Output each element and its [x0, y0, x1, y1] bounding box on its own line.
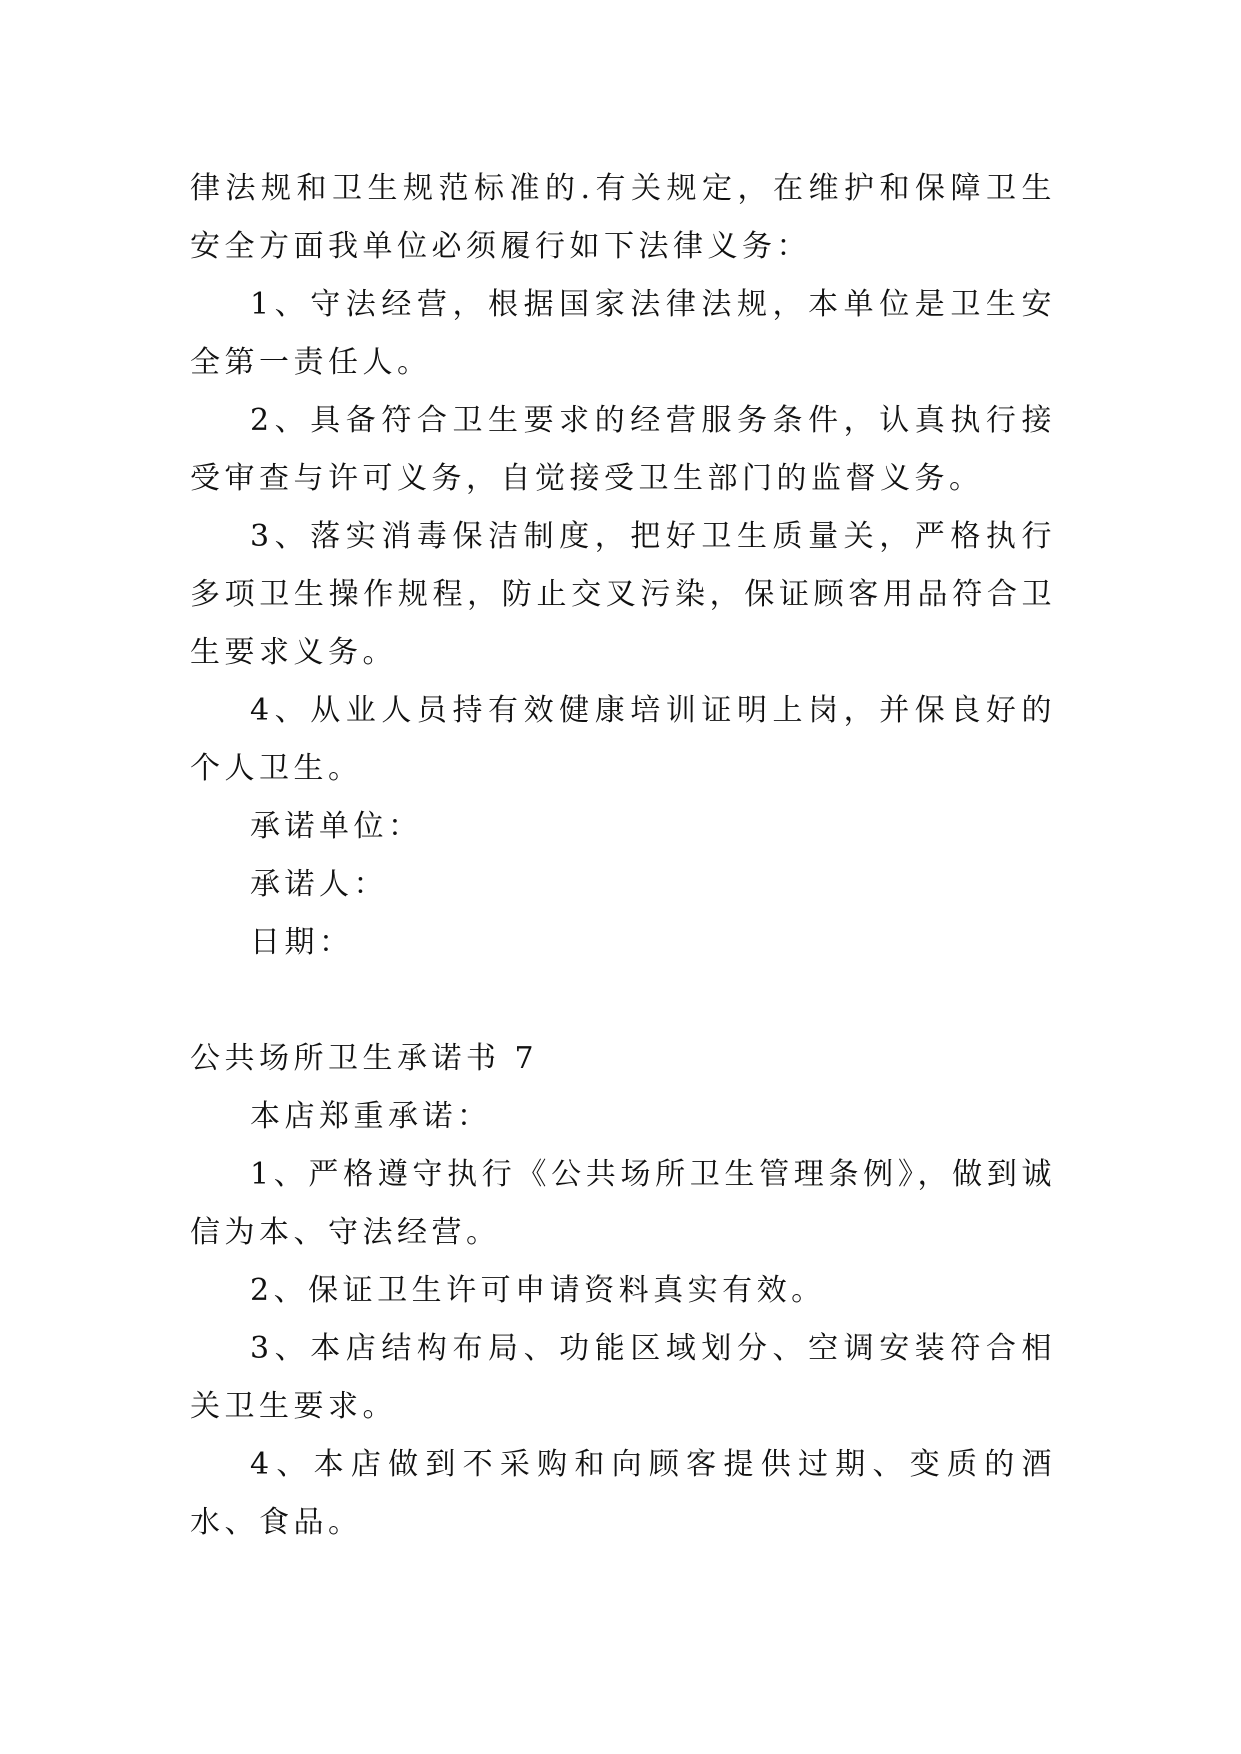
- section-title: 公共场所卫生承诺书 7: [190, 1041, 539, 1076]
- pledge-item-3: 3、本店结构布局、功能区域划分、空调安装符合相关卫生要求。: [190, 1331, 1056, 1424]
- pledge-item-1: 1、严格遵守执行《公共场所卫生管理条例》，做到诚信为本、守法经营。: [190, 1157, 1056, 1250]
- signature-date-label: 日期：: [250, 925, 354, 960]
- obligation-item-1: 1、守法经营，根据国家法律法规，本单位是卫生安全第一责任人。: [190, 287, 1056, 380]
- obligation-item-3: 3、落实消毒保洁制度，把好卫生质量关，严格执行多项卫生操作规程，防止交叉污染，保证顾客用品符合卫生要求义务。: [190, 519, 1056, 670]
- pledge-item-2: 2、保证卫生许可申请资料真实有效。: [250, 1273, 826, 1308]
- document-body: [190, 160, 1056, 1552]
- obligation-item-4: 4、从业人员持有效健康培训证明上岗，并保良好的个人卫生。: [190, 693, 1056, 786]
- obligation-item-2: 2、具备符合卫生要求的经营服务条件，认真执行接受审查与许可义务，自觉接受卫生部门的监督义务。: [190, 403, 1056, 496]
- signature-person-label: 承诺人：: [250, 867, 388, 902]
- signature-unit-label: 承诺单位：: [250, 809, 423, 844]
- pledge-item-4: 4、本店做到不采购和向顾客提供过期、变质的酒水、食品。: [190, 1447, 1056, 1540]
- continued-paragraph: 律法规和卫生规范标准的.有关规定，在维护和保障卫生安全方面我单位必须履行如下法律义务：: [190, 171, 1056, 264]
- section-intro: 本店郑重承诺：: [250, 1099, 492, 1134]
- section-gap: [190, 972, 1056, 1030]
